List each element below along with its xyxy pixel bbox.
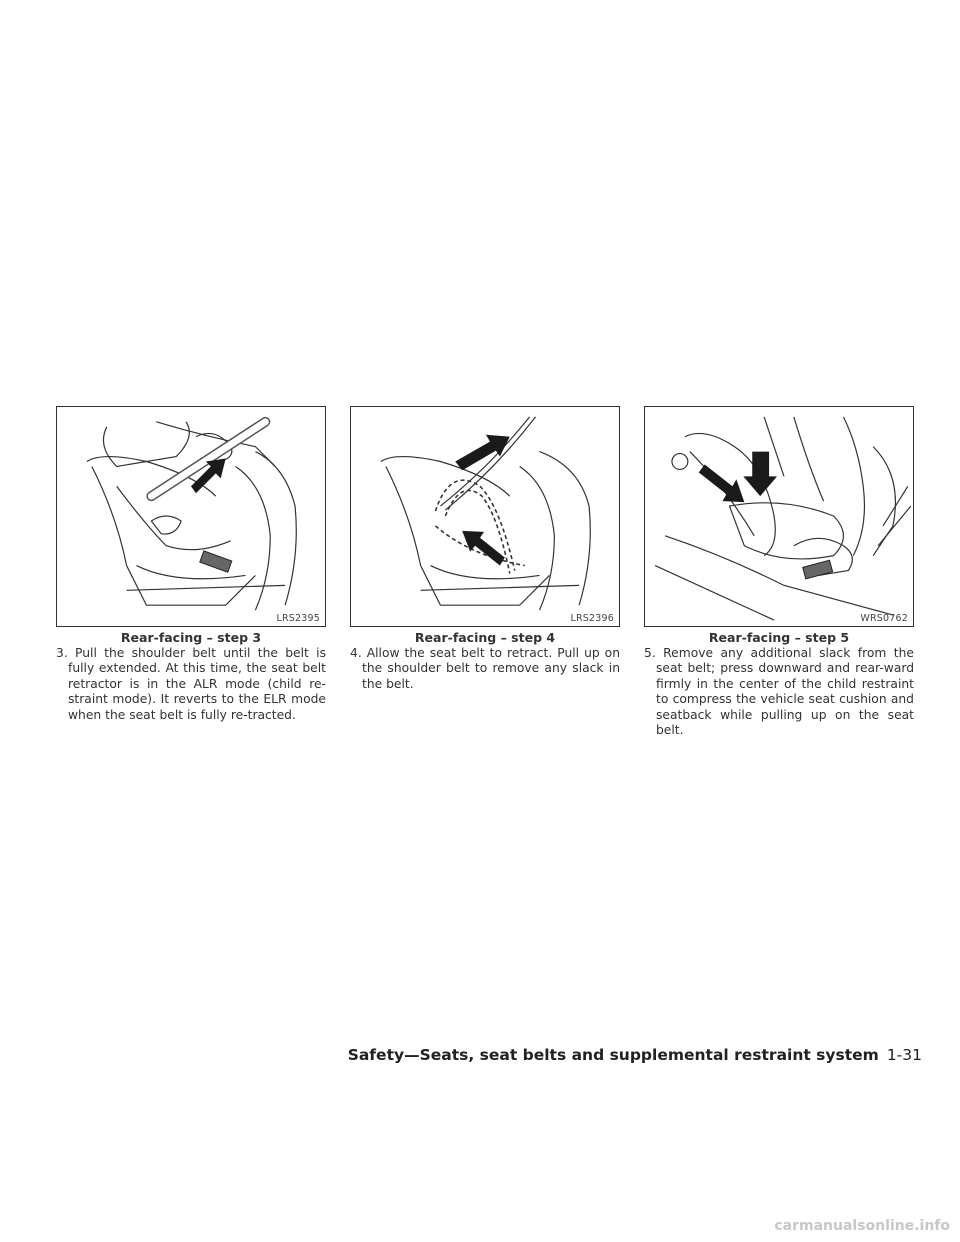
step-4-text: 4. Allow the seat belt to retract. Pull up on the shoulder belt to remove any slack in the belt.	[350, 646, 620, 691]
illustration-press-child-restraint	[645, 407, 913, 626]
figure-rear-facing-step-4	[350, 406, 620, 627]
figure-code: LRS2396	[570, 613, 614, 624]
step-5-text: 5. Remove any additional slack from the seat belt; press downward and rear-ward firmly in the center of the child restraint to compress the vehicle seat cushion and seatback while pulling up on the seat belt.	[644, 646, 914, 738]
figure-title: Rear-facing – step 4	[414, 630, 556, 645]
figure-code: LRS2395	[276, 613, 320, 624]
section-title: Safety—Seats, seat belts and supplemental restraint system	[347, 1046, 879, 1064]
figure-code: WRS0762	[860, 613, 908, 624]
illustration-pull-shoulder-belt	[57, 407, 325, 626]
step-3-text: 3. Pull the shoulder belt until the belt is fully extended. At this time, the seat belt retractor is in the ALR mode (child re-straint mode). It reverts to the ELR mode when the seat belt is fully re-tracted.	[56, 646, 326, 722]
figure-rear-facing-step-5	[644, 406, 914, 627]
figure-rear-facing-step-3	[56, 406, 326, 627]
page-number: 1-31	[886, 1046, 922, 1064]
figure-title: Rear-facing – step 5	[708, 630, 850, 645]
figure-title: Rear-facing – step 3	[120, 630, 262, 645]
watermark: carmanualsonline.info	[774, 1218, 950, 1234]
illustration-retract-seat-belt	[351, 407, 619, 626]
page-footer	[348, 1046, 922, 1064]
